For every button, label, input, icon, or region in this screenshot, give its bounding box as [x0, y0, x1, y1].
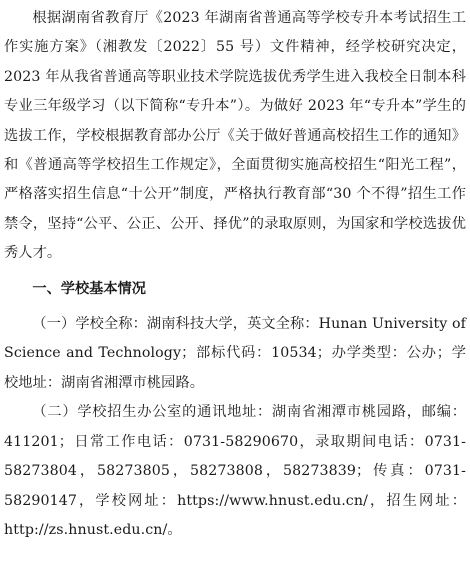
section-heading-basic-info: 一、学校基本情况 [32, 280, 146, 297]
document-body [4, 4, 466, 545]
school-name-paragraph: （一）学校全称：湖南科技大学，英文全称：Hunan University of Science and Technology；部标代码：10534；办学类型：公办；学校地址：湖南省湘潭市桃园路。 [4, 316, 466, 391]
intro-paragraph: 根据湖南省教育厅《2023 年湖南省普通高等学校专升本考试招生工作实施方案》（湘教发〔2022〕55 号）文件精神，经学校研究决定，2023 年从我省普通高等职业技术学院选拔优秀学生进入我校全日制本科专业三年级学习（以下简称“专升本”）。为做好 2023 年“专升本”学生的选拔工作，学校根据教育部办公厅《关于做好普通高校招生工作的通知》和《普通高等学校招生工作规定》，全面贯彻实施高校招生“阳光工程”，严格落实招生信息“十公开”制度，严格执行教育部“30 个不得”招生工作禁令，坚持“公平、公正、公开、择优”的录取原则，为国家和学校选拔优秀人才。 [4, 10, 466, 262]
school-contact-paragraph: （二）学校招生办公室的通讯地址：湖南省湘潭市桃园路，邮编：411201；日常工作电话：0731-58290670，录取期间电话：0731-58273804，58273805，58273808，58273839；传真：0731-58290147，学校网址：https://www.hnust.edu.cn/，招生网址：http://zs.hnust.edu.cn/。 [4, 404, 466, 538]
